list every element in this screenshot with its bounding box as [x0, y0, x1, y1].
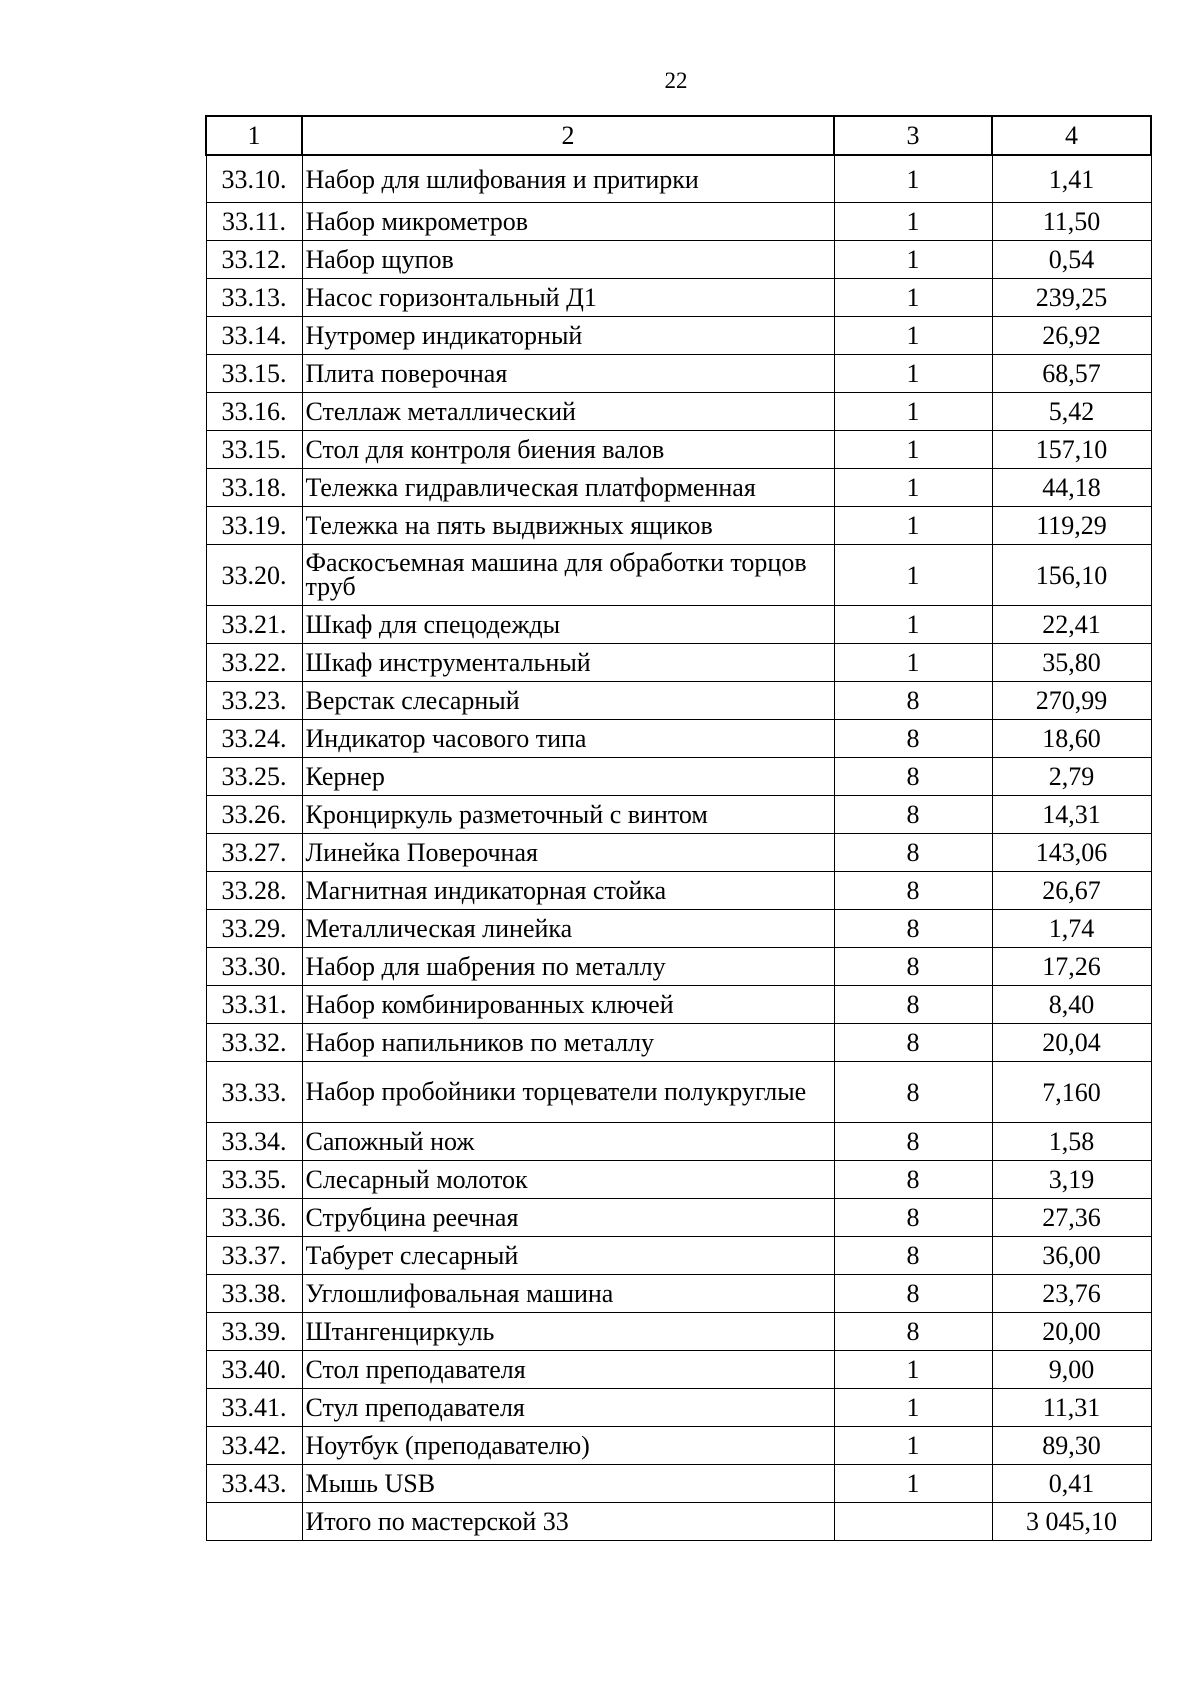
table-row: [206, 469, 1151, 507]
table-row: [206, 393, 1151, 431]
item-cost: 1,74: [992, 910, 1151, 948]
item-quantity: 1: [834, 279, 992, 317]
item-name: Стол преподавателя: [302, 1351, 834, 1389]
table-row: [206, 1024, 1151, 1062]
item-number: 33.32.: [206, 1024, 302, 1062]
item-number: 33.10.: [206, 155, 302, 203]
column-header: 4: [992, 116, 1151, 155]
item-name: Набор комбинированных ключей: [302, 986, 834, 1024]
item-cost: 17,26: [992, 948, 1151, 986]
item-number: 33.27.: [206, 834, 302, 872]
item-quantity: 1: [834, 545, 992, 606]
item-cost: 156,10: [992, 545, 1151, 606]
table-row: [206, 872, 1151, 910]
table-row: [206, 682, 1151, 720]
table-row: [206, 796, 1151, 834]
table-row: [206, 606, 1151, 644]
item-quantity: 8: [834, 1275, 992, 1313]
item-cost: 143,06: [992, 834, 1151, 872]
table-row: [206, 1351, 1151, 1389]
item-name: Струбцина реечная: [302, 1199, 834, 1237]
item-name: Плита поверочная: [302, 355, 834, 393]
item-quantity: 1: [834, 606, 992, 644]
item-cost: 8,40: [992, 986, 1151, 1024]
table-row: [206, 1237, 1151, 1275]
item-number: 33.34.: [206, 1123, 302, 1161]
table-row: [206, 1062, 1151, 1123]
item-cost: 3,19: [992, 1161, 1151, 1199]
item-quantity: 8: [834, 1123, 992, 1161]
item-name: Нутромер индикаторный: [302, 317, 834, 355]
item-cost: 119,29: [992, 507, 1151, 545]
item-number: 33.15.: [206, 431, 302, 469]
item-quantity: 8: [834, 910, 992, 948]
item-name: Магнитная индикаторная стойка: [302, 872, 834, 910]
item-name: Шкаф для спецодежды: [302, 606, 834, 644]
item-number: 33.18.: [206, 469, 302, 507]
item-quantity: 1: [834, 1465, 992, 1503]
item-number: 33.29.: [206, 910, 302, 948]
item-cost: 35,80: [992, 644, 1151, 682]
item-cost: 68,57: [992, 355, 1151, 393]
item-name: Стол для контроля биения валов: [302, 431, 834, 469]
item-name: Набор щупов: [302, 241, 834, 279]
item-quantity: 8: [834, 1024, 992, 1062]
item-cost: 1,58: [992, 1123, 1151, 1161]
item-quantity: 1: [834, 507, 992, 545]
item-number: 33.38.: [206, 1275, 302, 1313]
item-name: Слесарный молоток: [302, 1161, 834, 1199]
item-quantity: 1: [834, 393, 992, 431]
page-number: 22: [664, 68, 688, 93]
item-cost: 23,76: [992, 1275, 1151, 1313]
table-row: [206, 1389, 1151, 1427]
item-cost: 26,92: [992, 317, 1151, 355]
item-cost: 0,41: [992, 1465, 1151, 1503]
item-name: Штангенциркуль: [302, 1313, 834, 1351]
item-cost: 89,30: [992, 1427, 1151, 1465]
column-header: 2: [302, 116, 834, 155]
table-row: [206, 431, 1151, 469]
equipment-table: [205, 115, 1152, 1541]
equipment-table-body: [206, 116, 1151, 1541]
item-quantity: 8: [834, 1062, 992, 1123]
item-number: 33.41.: [206, 1389, 302, 1427]
item-quantity: 8: [834, 758, 992, 796]
table-row: [206, 948, 1151, 986]
item-number: 33.20.: [206, 545, 302, 606]
item-quantity: 8: [834, 948, 992, 986]
item-number: [206, 1503, 302, 1541]
item-quantity: 1: [834, 431, 992, 469]
item-cost: 44,18: [992, 469, 1151, 507]
item-cost: 239,25: [992, 279, 1151, 317]
table-row: [206, 1161, 1151, 1199]
item-cost: 11,50: [992, 203, 1151, 241]
item-cost: 11,31: [992, 1389, 1151, 1427]
item-cost: 20,04: [992, 1024, 1151, 1062]
item-cost: 9,00: [992, 1351, 1151, 1389]
item-number: 33.42.: [206, 1427, 302, 1465]
item-number: 33.28.: [206, 872, 302, 910]
item-name: Металлическая линейка: [302, 910, 834, 948]
item-name: Стеллаж металлический: [302, 393, 834, 431]
column-header: 3: [834, 116, 992, 155]
item-name: Индикатор часового типа: [302, 720, 834, 758]
item-cost: 157,10: [992, 431, 1151, 469]
item-number: 33.35.: [206, 1161, 302, 1199]
item-cost: 0,54: [992, 241, 1151, 279]
table-row: [206, 155, 1151, 203]
item-number: 33.23.: [206, 682, 302, 720]
item-name: Тележка на пять выдвижных ящиков: [302, 507, 834, 545]
item-number: 33.37.: [206, 1237, 302, 1275]
item-number: 33.26.: [206, 796, 302, 834]
item-name: Кернер: [302, 758, 834, 796]
table-row: [206, 720, 1151, 758]
item-cost: 14,31: [992, 796, 1151, 834]
item-quantity: 8: [834, 872, 992, 910]
item-name: Верстак слесарный: [302, 682, 834, 720]
item-number: 33.33.: [206, 1062, 302, 1123]
item-number: 33.43.: [206, 1465, 302, 1503]
item-quantity: 8: [834, 1199, 992, 1237]
item-number: 33.25.: [206, 758, 302, 796]
item-quantity: 8: [834, 682, 992, 720]
item-name: Шкаф инструментальный: [302, 644, 834, 682]
item-name: Фаскосъемная машина для обработки торцов труб: [302, 545, 834, 606]
item-quantity: 1: [834, 203, 992, 241]
item-quantity: 1: [834, 469, 992, 507]
item-name: Набор для шлифования и притирки: [302, 155, 834, 203]
table-row: [206, 545, 1151, 606]
table-row: [206, 758, 1151, 796]
item-name: Итого по мастерской 33: [302, 1503, 834, 1541]
item-name: Углошлифовальная машина: [302, 1275, 834, 1313]
item-cost: 1,41: [992, 155, 1151, 203]
table-row: [206, 279, 1151, 317]
item-cost: 3 045,10: [992, 1503, 1151, 1541]
item-cost: 270,99: [992, 682, 1151, 720]
item-name: Тележка гидравлическая платформенная: [302, 469, 834, 507]
item-number: 33.24.: [206, 720, 302, 758]
item-quantity: 8: [834, 1161, 992, 1199]
item-quantity: 8: [834, 796, 992, 834]
item-cost: 5,42: [992, 393, 1151, 431]
item-number: 33.14.: [206, 317, 302, 355]
item-name: Набор пробойники торцеватели полукруглые: [302, 1062, 834, 1123]
table-row: [206, 1427, 1151, 1465]
total-row: [206, 1503, 1151, 1541]
item-quantity: 8: [834, 720, 992, 758]
item-cost: 22,41: [992, 606, 1151, 644]
item-number: 33.19.: [206, 507, 302, 545]
item-quantity: 1: [834, 644, 992, 682]
item-name: Набор микрометров: [302, 203, 834, 241]
item-number: 33.40.: [206, 1351, 302, 1389]
item-name: Мышь USB: [302, 1465, 834, 1503]
item-number: 33.15.: [206, 355, 302, 393]
item-name: Линейка Поверочная: [302, 834, 834, 872]
item-number: 33.36.: [206, 1199, 302, 1237]
item-quantity: 8: [834, 986, 992, 1024]
item-cost: 7,160: [992, 1062, 1151, 1123]
item-quantity: 1: [834, 1389, 992, 1427]
item-cost: 27,36: [992, 1199, 1151, 1237]
table-row: [206, 986, 1151, 1024]
item-cost: 26,67: [992, 872, 1151, 910]
table-row: [206, 317, 1151, 355]
item-name: Насос горизонтальный Д1: [302, 279, 834, 317]
item-quantity: 1: [834, 1351, 992, 1389]
table-row: [206, 241, 1151, 279]
table-row: [206, 644, 1151, 682]
item-number: 33.21.: [206, 606, 302, 644]
item-name: Набор для шабрения по металлу: [302, 948, 834, 986]
item-quantity: 1: [834, 317, 992, 355]
item-name: Сапожный нож: [302, 1123, 834, 1161]
item-number: 33.30.: [206, 948, 302, 986]
table-row: [206, 1313, 1151, 1351]
item-number: 33.39.: [206, 1313, 302, 1351]
item-quantity: 8: [834, 1237, 992, 1275]
item-number: 33.11.: [206, 203, 302, 241]
item-number: 33.12.: [206, 241, 302, 279]
item-cost: 36,00: [992, 1237, 1151, 1275]
table-row: [206, 203, 1151, 241]
item-quantity: 1: [834, 1427, 992, 1465]
item-quantity: 1: [834, 155, 992, 203]
item-number: 33.31.: [206, 986, 302, 1024]
item-cost: 18,60: [992, 720, 1151, 758]
item-number: 33.16.: [206, 393, 302, 431]
table-row: [206, 834, 1151, 872]
table-row: [206, 507, 1151, 545]
item-name: Ноутбук (преподавателю): [302, 1427, 834, 1465]
item-quantity: 8: [834, 1313, 992, 1351]
item-quantity: [834, 1503, 992, 1541]
table-row: [206, 1465, 1151, 1503]
item-quantity: 1: [834, 241, 992, 279]
item-cost: 2,79: [992, 758, 1151, 796]
item-number: 33.22.: [206, 644, 302, 682]
table-row: [206, 1199, 1151, 1237]
table-header-row: [206, 116, 1151, 155]
table-row: [206, 910, 1151, 948]
column-header: 1: [206, 116, 302, 155]
table-row: [206, 355, 1151, 393]
table-row: [206, 1275, 1151, 1313]
item-cost: 20,00: [992, 1313, 1151, 1351]
item-name: Стул преподавателя: [302, 1389, 834, 1427]
item-number: 33.13.: [206, 279, 302, 317]
item-name: Табурет слесарный: [302, 1237, 834, 1275]
item-name: Кронциркуль разметочный с винтом: [302, 796, 834, 834]
table-row: [206, 1123, 1151, 1161]
item-quantity: 1: [834, 355, 992, 393]
item-quantity: 8: [834, 834, 992, 872]
item-name: Набор напильников по металлу: [302, 1024, 834, 1062]
